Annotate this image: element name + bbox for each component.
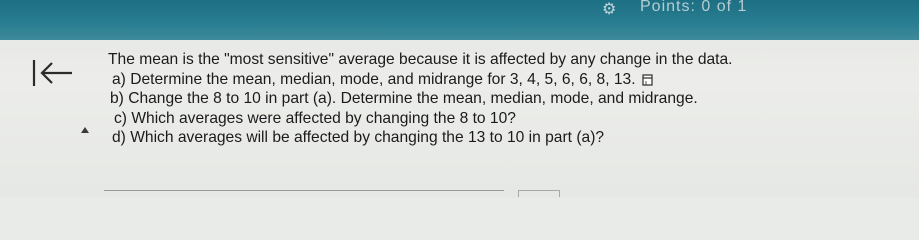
gear-icon[interactable]: ⚙ [602,1,617,18]
caret-up-icon[interactable] [80,126,90,134]
question-part-a [108,70,733,90]
question-part-b: b) Change the 8 to 10 in part (a). Determine the mean, median, mode, and midrange. [110,90,698,107]
back-button[interactable] [30,58,74,88]
points-label: Points: 0 of 1 [640,0,748,15]
copy-data-icon[interactable] [642,74,653,86]
question-part-c: c) Which averages were affected by changing the 8 to 10? [114,109,516,127]
question-text [108,50,733,148]
answer-divider [104,190,504,191]
back-arrow-icon [30,58,74,88]
answer-input-box[interactable] [518,190,560,197]
question-part-d: d) Which averages will be affected by changing the 13 to 10 in part (a)? [112,129,605,146]
header-bar [0,0,919,40]
question-intro: The mean is the "most sensitive" average because it is affected by any change in the data. [108,51,733,68]
question-part-a-text: a) Determine the mean, median, mode, and midrange for 3, 4, 5, 6, 6, 8, 13. [112,70,636,88]
